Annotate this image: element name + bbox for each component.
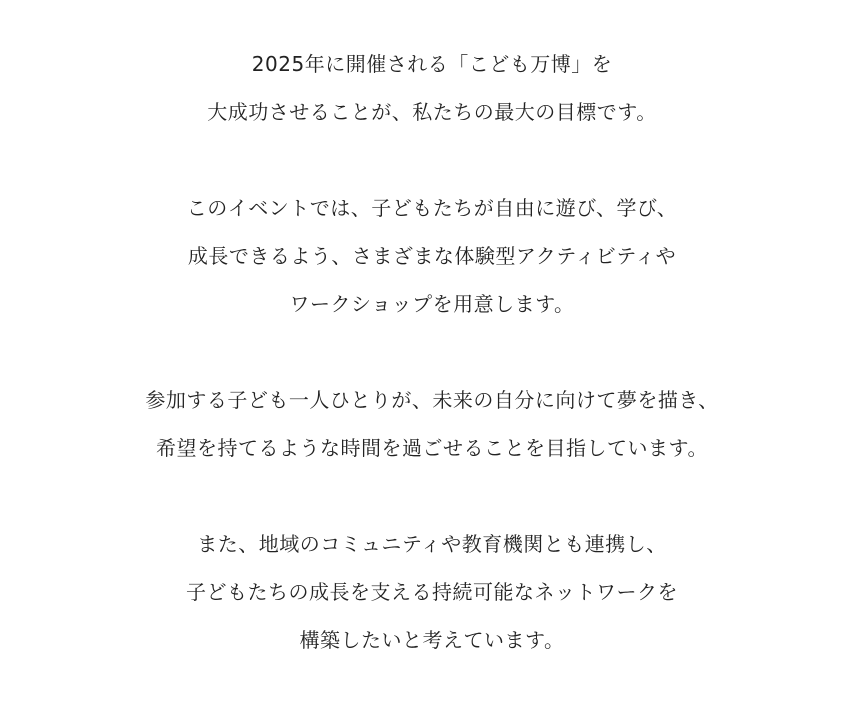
text-line: このイベントでは、子どもたちが自由に遊び、学び、 bbox=[186, 196, 678, 220]
text-line: また、地域のコミュニティや教育機関とも連携し、 bbox=[197, 532, 667, 556]
text-line: ワークショップを用意します。 bbox=[289, 292, 575, 316]
paragraph-event bbox=[0, 184, 864, 328]
paragraph-spacer bbox=[0, 328, 864, 376]
paragraph-goal bbox=[0, 40, 864, 136]
text-line: 参加する子ども一人ひとりが、未来の自分に向けて夢を描き、 bbox=[145, 388, 719, 412]
paragraph-spacer bbox=[0, 472, 864, 520]
text-line: 成長できるよう、さまざまな体験型アクティビティや bbox=[187, 244, 677, 268]
text-line: 2025年に開催される「こども万博」を bbox=[251, 52, 613, 76]
text-line: 希望を持てるような時間を過ごせることを目指しています。 bbox=[156, 436, 708, 460]
text-line: 子どもたちの成長を支える持続可能なネットワークを bbox=[186, 580, 678, 604]
paragraph-network bbox=[0, 520, 864, 664]
paragraph-hope bbox=[0, 376, 864, 472]
paragraph-spacer bbox=[0, 136, 864, 184]
text-line: 構築したいと考えています。 bbox=[299, 628, 565, 652]
message-body bbox=[0, 40, 864, 664]
text-line: 大成功させることが、私たちの最大の目標です。 bbox=[207, 100, 657, 124]
